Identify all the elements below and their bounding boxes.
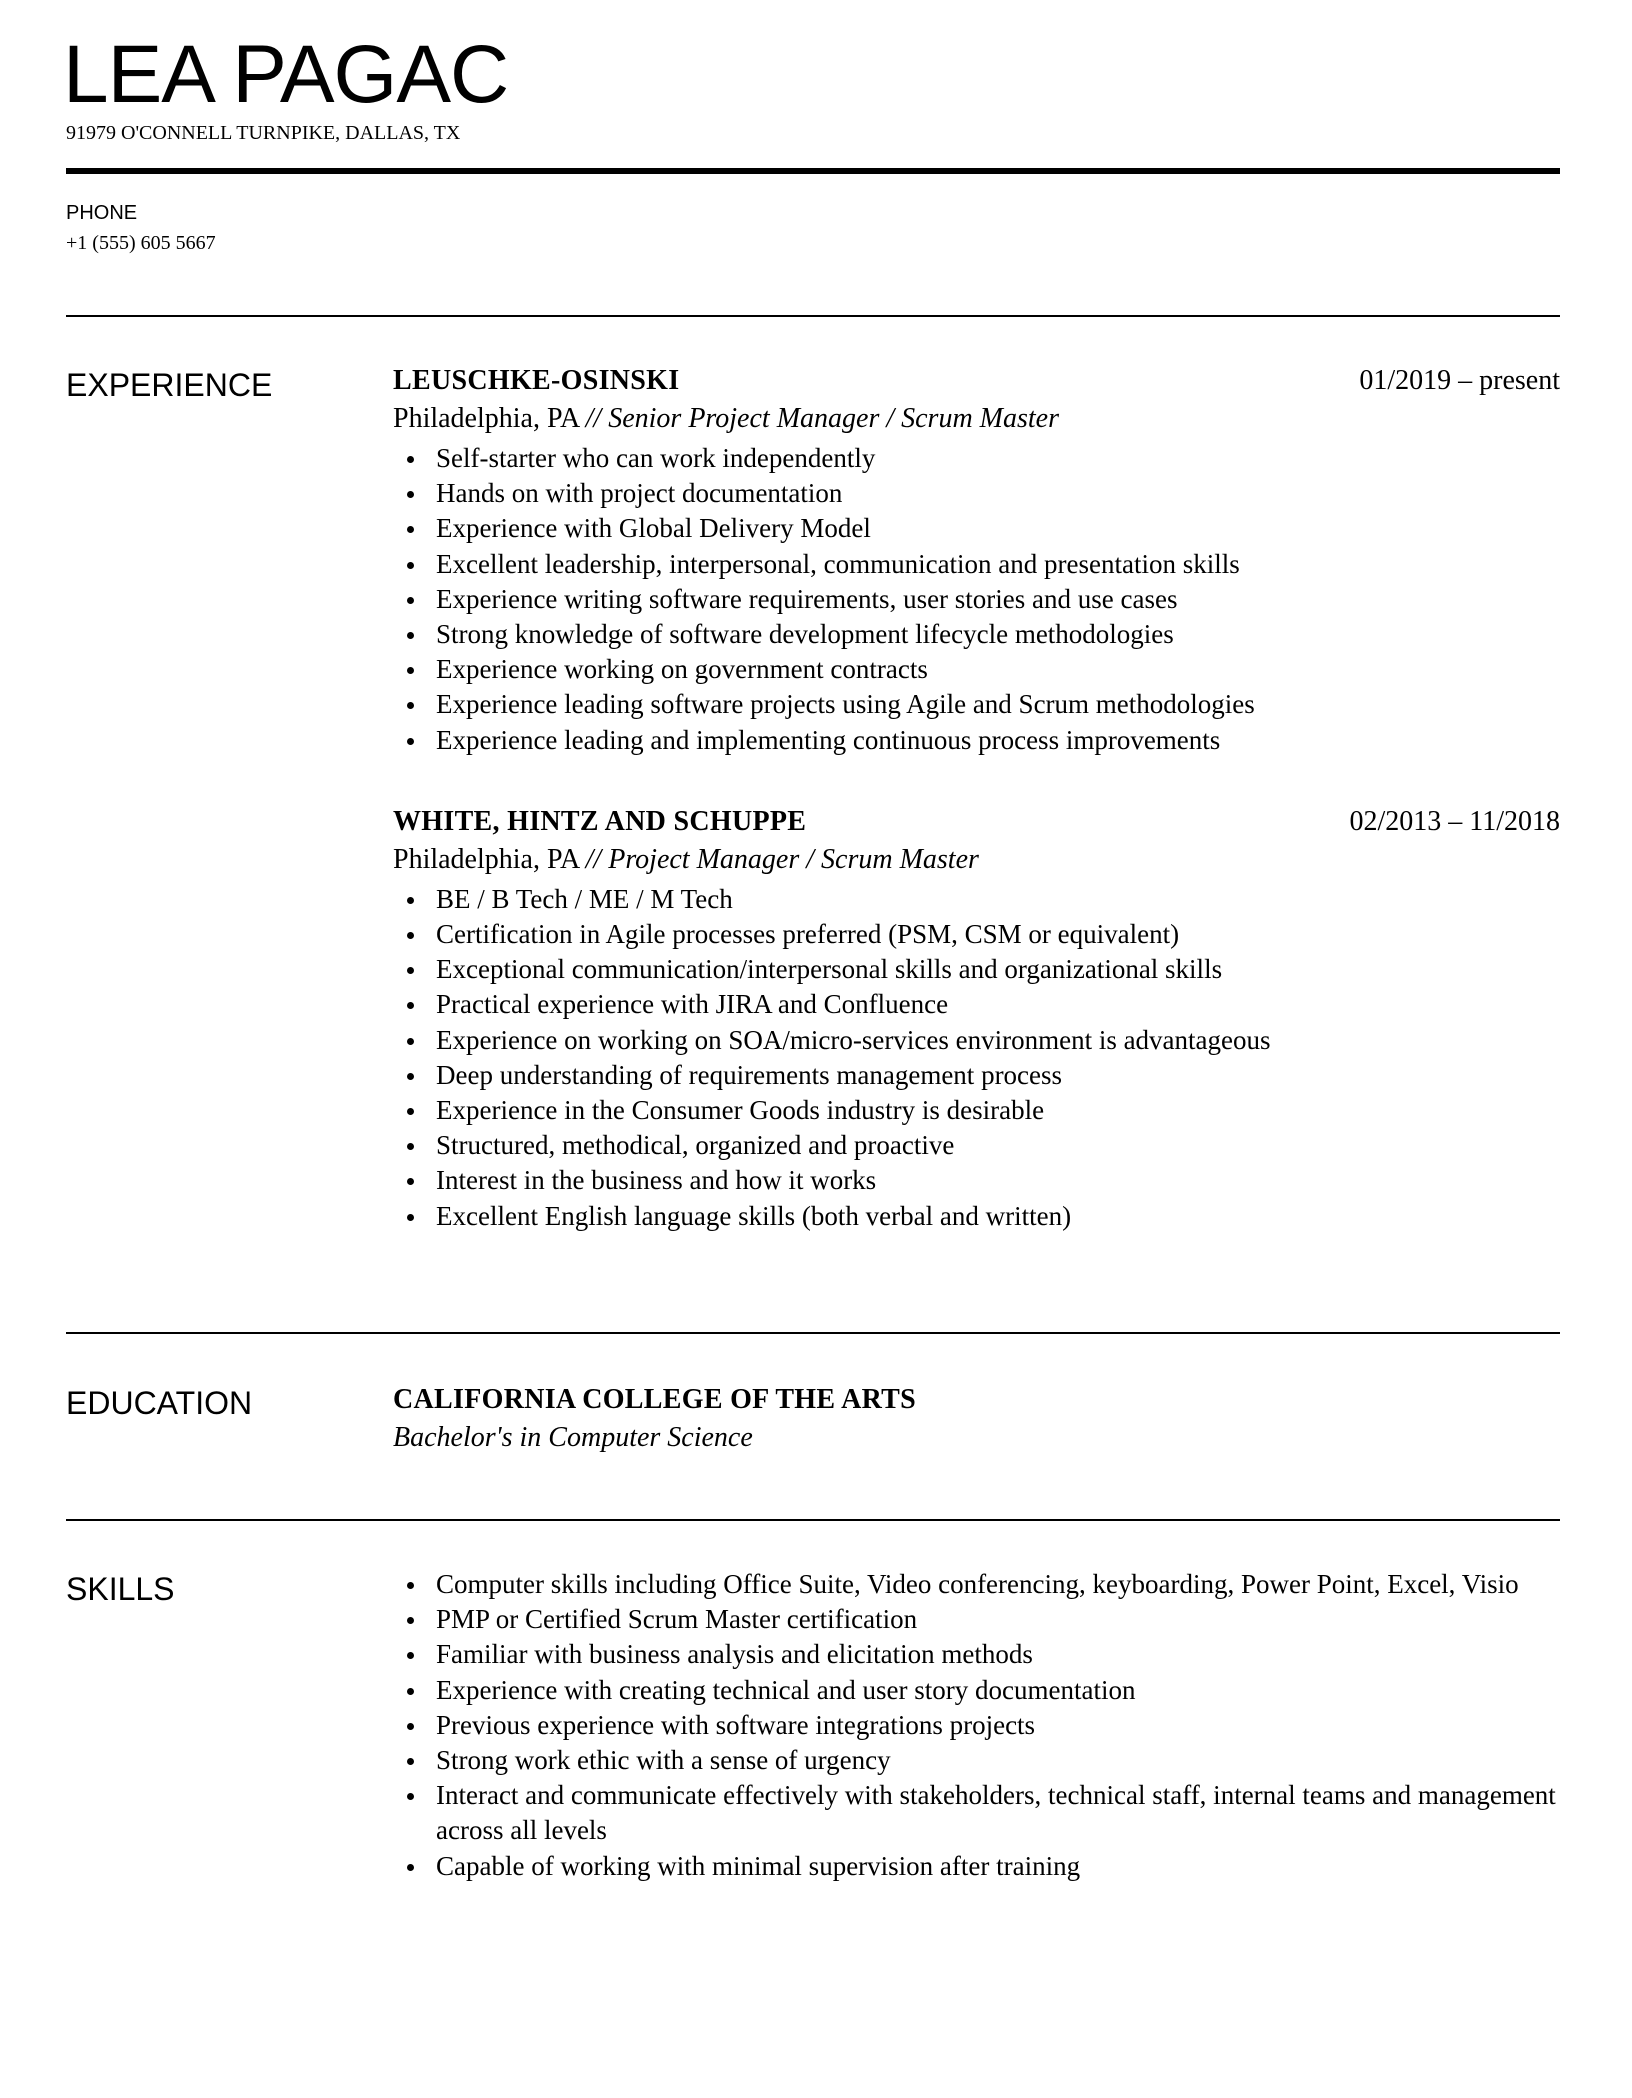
list-item: Previous experience with software integrations projects [436, 1708, 1560, 1743]
list-item: Experience on working on SOA/micro-services environment is advantageous [436, 1023, 1560, 1058]
list-item: Capable of working with minimal supervision after training [436, 1849, 1560, 1884]
phone-label: PHONE [66, 202, 138, 224]
phone-value: +1 (555) 605 5667 [66, 232, 216, 254]
experience-section [393, 363, 1560, 1234]
candidate-name: LEA PAGAC [63, 29, 509, 120]
job-role: // Project Manager / Scrum Master [585, 843, 979, 875]
company-name: WHITE, HINTZ AND SCHUPPE [393, 805, 807, 837]
divider [66, 1519, 1560, 1521]
list-item: Experience with creating technical and user story documentation [436, 1673, 1560, 1708]
degree: Bachelor's in Computer Science [393, 1422, 753, 1453]
skills-list [393, 1567, 1560, 1884]
list-item: Practical experience with JIRA and Confluence [436, 987, 1560, 1022]
list-item: Interact and communicate effectively with stakeholders, technical staff, internal teams and management across all levels [436, 1778, 1560, 1848]
list-item: Experience with Global Delivery Model [436, 511, 1560, 546]
skills-heading: SKILLS [66, 1571, 175, 1607]
list-item: Hands on with project documentation [436, 476, 1560, 511]
list-item: Excellent English language skills (both verbal and written) [436, 1199, 1560, 1234]
job-subtitle [393, 399, 1560, 439]
job-entry [393, 363, 1560, 758]
job-dates: 02/2013 – 11/2018 [1349, 805, 1560, 837]
divider [66, 1332, 1560, 1334]
education-heading: EDUCATION [66, 1385, 253, 1421]
list-item: Familiar with business analysis and elicitation methods [436, 1637, 1560, 1672]
divider [66, 315, 1560, 317]
job-role: // Senior Project Manager / Scrum Master [585, 403, 1059, 434]
list-item: Experience leading and implementing continuous process improvements [436, 723, 1560, 758]
list-item: Experience leading software projects using Agile and Scrum methodologies [436, 687, 1560, 722]
list-item: Experience in the Consumer Goods industry is desirable [436, 1093, 1560, 1128]
job-subtitle [393, 840, 1560, 880]
skills-section [393, 1567, 1560, 1884]
school-name: CALIFORNIA COLLEGE OF THE ARTS [393, 1384, 917, 1415]
list-item: BE / B Tech / ME / M Tech [436, 882, 1560, 917]
job-bullets [393, 441, 1560, 758]
header-divider [66, 168, 1560, 174]
list-item: Exceptional communication/interpersonal skills and organizational skills [436, 952, 1560, 987]
list-item: Self-starter who can work independently [436, 441, 1560, 476]
list-item: Structured, methodical, organized and proactive [436, 1128, 1560, 1163]
list-item: Strong work ethic with a sense of urgency [436, 1743, 1560, 1778]
list-item: Deep understanding of requirements management process [436, 1058, 1560, 1093]
address: 91979 O'CONNELL TURNPIKE, DALLAS, TX [66, 122, 461, 144]
list-item: Computer skills including Office Suite, Video conferencing, keyboarding, Power Point, Excel, Visio [436, 1567, 1560, 1602]
job-entry [393, 804, 1560, 1234]
experience-heading: EXPERIENCE [66, 367, 273, 403]
list-item: Interest in the business and how it works [436, 1163, 1560, 1198]
list-item: Excellent leadership, interpersonal, communication and presentation skills [436, 547, 1560, 582]
list-item: Strong knowledge of software development lifecycle methodologies [436, 617, 1560, 652]
job-dates: 01/2019 – present [1359, 365, 1560, 396]
list-item: Experience working on government contracts [436, 652, 1560, 687]
list-item: PMP or Certified Scrum Master certification [436, 1602, 1560, 1637]
education-section [393, 1382, 1560, 1458]
list-item: Experience writing software requirements, user stories and use cases [436, 582, 1560, 617]
job-bullets [393, 882, 1560, 1234]
job-location: Philadelphia, PA [393, 403, 579, 434]
job-location: Philadelphia, PA [393, 843, 579, 875]
company-name: LEUSCHKE-OSINSKI [393, 365, 680, 396]
list-item: Certification in Agile processes preferred (PSM, CSM or equivalent) [436, 917, 1560, 952]
